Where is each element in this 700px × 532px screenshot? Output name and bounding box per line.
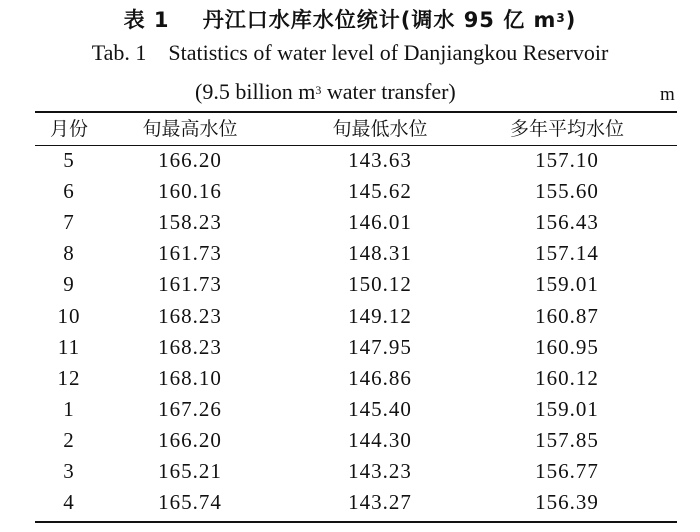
max-level-cell: 166.20 — [158, 148, 222, 172]
month-cell: 9 — [63, 272, 75, 297]
max-level-cell: 161.73 — [158, 241, 222, 266]
avg-level-cell: 159.01 — [535, 396, 599, 421]
avg-level-cell: 160.12 — [535, 365, 599, 390]
avg-level-cell: 155.60 — [535, 179, 599, 204]
max-level-cell: 165.74 — [158, 490, 222, 515]
min-level-cell: 146.86 — [348, 365, 412, 390]
column-header-month: 月份 — [49, 118, 88, 140]
table-bottom-rule — [35, 521, 677, 523]
month-cell: 7 — [63, 210, 75, 235]
month-cell: 4 — [63, 490, 75, 515]
max-level-cell: 160.16 — [158, 179, 222, 204]
min-level-cell: 143.23 — [348, 459, 412, 483]
max-level-cell: 161.73 — [158, 272, 222, 297]
column-header-avg-level: 多年平均水位 — [509, 118, 624, 140]
avg-level-cell: 157.10 — [535, 148, 599, 172]
superscript-3: 3 — [556, 11, 566, 25]
table-caption-en — [0, 39, 700, 67]
unit-label: m — [660, 84, 675, 105]
max-level-cell: 166.20 — [158, 427, 222, 452]
min-level-cell: 143.27 — [348, 490, 412, 515]
month-cell: 1 — [63, 396, 75, 421]
min-level-cell: 147.95 — [348, 334, 412, 359]
avg-level-cell: 160.87 — [535, 303, 599, 328]
min-level-cell: 145.40 — [348, 396, 412, 421]
min-level-cell: 148.31 — [348, 241, 412, 266]
month-cell: 8 — [63, 241, 75, 266]
column-header-max-level: 旬最高水位 — [142, 118, 238, 140]
month-cell: 11 — [57, 334, 81, 359]
month-cell: 12 — [57, 365, 81, 390]
month-cell: 2 — [63, 427, 75, 452]
table-header-rule — [35, 145, 677, 146]
table-label-cn: 表 1 — [123, 8, 170, 32]
month-cell: 5 — [63, 148, 75, 172]
max-level-cell: 168.23 — [158, 334, 222, 359]
title-close-paren: ) — [565, 8, 577, 32]
avg-level-cell: 159.01 — [535, 272, 599, 297]
month-cell: 6 — [63, 179, 75, 204]
table-label-en: Tab. 1 — [91, 40, 147, 65]
max-level-cell: 168.23 — [158, 303, 222, 328]
subtitle-text-post: water transfer) — [321, 79, 456, 104]
table-caption-cn — [0, 6, 700, 34]
superscript-3: 3 — [315, 83, 322, 97]
avg-level-cell: 156.39 — [535, 490, 599, 515]
min-level-cell: 149.12 — [348, 303, 412, 328]
avg-level-cell: 157.85 — [535, 427, 599, 452]
min-level-cell: 150.12 — [348, 272, 412, 297]
table-title-en: Statistics of water level of Danjiangkou Reservoir — [168, 40, 609, 65]
month-cell: 10 — [57, 303, 81, 328]
column-header-min-level: 旬最低水位 — [332, 118, 428, 140]
avg-level-cell: 156.43 — [535, 210, 599, 235]
table-subtitle-en — [195, 78, 456, 106]
avg-level-cell: 157.14 — [535, 241, 599, 266]
min-level-cell: 146.01 — [348, 210, 412, 235]
max-level-cell: 167.26 — [158, 396, 222, 421]
table-top-rule — [35, 111, 677, 113]
month-cell: 3 — [63, 459, 75, 483]
min-level-cell: 143.63 — [348, 148, 412, 172]
avg-level-cell: 156.77 — [535, 459, 599, 483]
min-level-cell: 144.30 — [348, 427, 412, 452]
table-title-cn: 丹江口水库水位统计(调水 95 亿 m — [202, 8, 557, 32]
max-level-cell: 168.10 — [158, 365, 222, 390]
min-level-cell: 145.62 — [348, 179, 412, 204]
avg-level-cell: 160.95 — [535, 334, 599, 359]
max-level-cell: 165.21 — [158, 459, 222, 483]
max-level-cell: 158.23 — [158, 210, 222, 235]
subtitle-text-pre: (9.5 billion m — [195, 79, 316, 104]
